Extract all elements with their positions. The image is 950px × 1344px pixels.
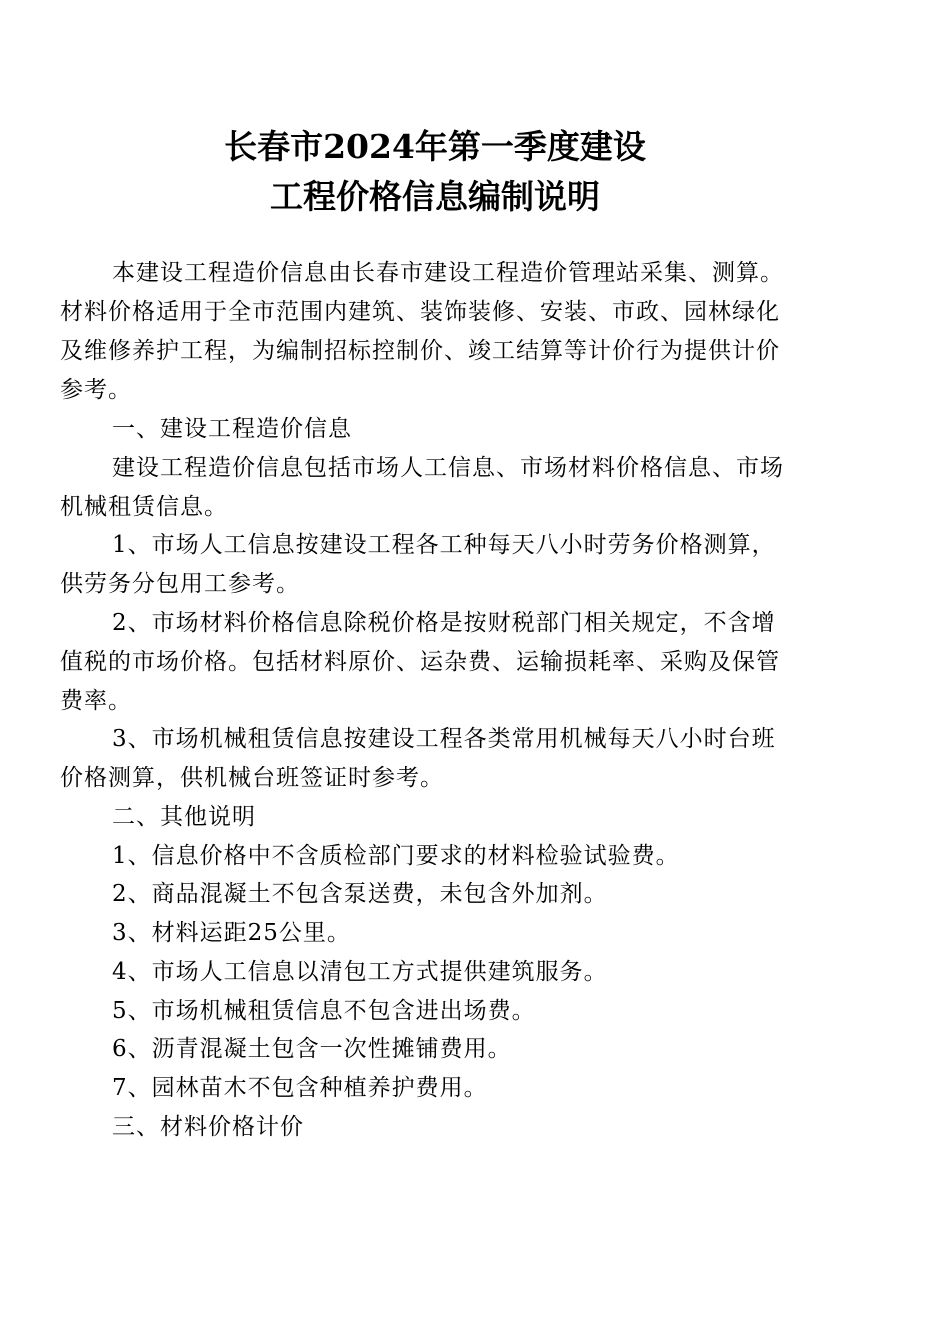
paragraph-line: 费率。: [60, 688, 132, 714]
list-item: 1、信息价格中不含质检部门要求的材料检验试验费。: [112, 843, 680, 869]
paragraph-line: 3、市场机械租赁信息按建设工程各类常用机械每天八小时台班: [112, 726, 776, 752]
document-title-line-1: 长春市2024年第一季度建设: [224, 127, 646, 166]
list-item: 3、材料运距25公里。: [112, 920, 351, 946]
paragraph-line: 1、市场人工信息按建设工程各工种每天八小时劳务价格测算，: [112, 532, 776, 558]
section-heading: 二、其他说明: [112, 804, 256, 830]
paragraph-line: 材料价格适用于全市范围内建筑、装饰装修、安装、市政、园林绿化: [60, 299, 780, 325]
paragraph-line: 供劳务分包用工参考。: [60, 571, 300, 597]
paragraph-line: 本建设工程造价信息由长春市建设工程造价管理站采集、测算。: [112, 260, 784, 286]
paragraph-line: 值税的市场价格。包括材料原价、运杂费、运输损耗率、采购及保管: [60, 649, 780, 675]
paragraph-line: 及维修养护工程，为编制招标控制价、竣工结算等计价行为提供计价: [60, 338, 780, 364]
section-heading: 一、建设工程造价信息: [112, 416, 352, 442]
list-item: 5、市场机械租赁信息不包含进出场费。: [112, 998, 536, 1024]
paragraph-line: 机械租赁信息。: [60, 494, 228, 520]
paragraph-line: 参考。: [60, 377, 132, 403]
list-item: 4、市场人工信息以清包工方式提供建筑服务。: [112, 959, 608, 985]
list-item: 7、园林苗木不包含种植养护费用。: [112, 1075, 488, 1101]
list-item: 2、商品混凝土不包含泵送费，未包含外加剂。: [112, 881, 608, 907]
list-item: 6、沥青混凝土包含一次性摊铺费用。: [112, 1036, 512, 1062]
document-title-line-2: 工程价格信息编制说明: [270, 177, 600, 216]
paragraph-line: 价格测算，供机械台班签证时参考。: [60, 765, 444, 791]
paragraph-line: 2、市场材料价格信息除税价格是按财税部门相关规定，不含增: [112, 610, 776, 636]
paragraph-line: 建设工程造价信息包括市场人工信息、市场材料价格信息、市场: [112, 455, 784, 481]
section-heading: 三、材料价格计价: [112, 1114, 304, 1140]
